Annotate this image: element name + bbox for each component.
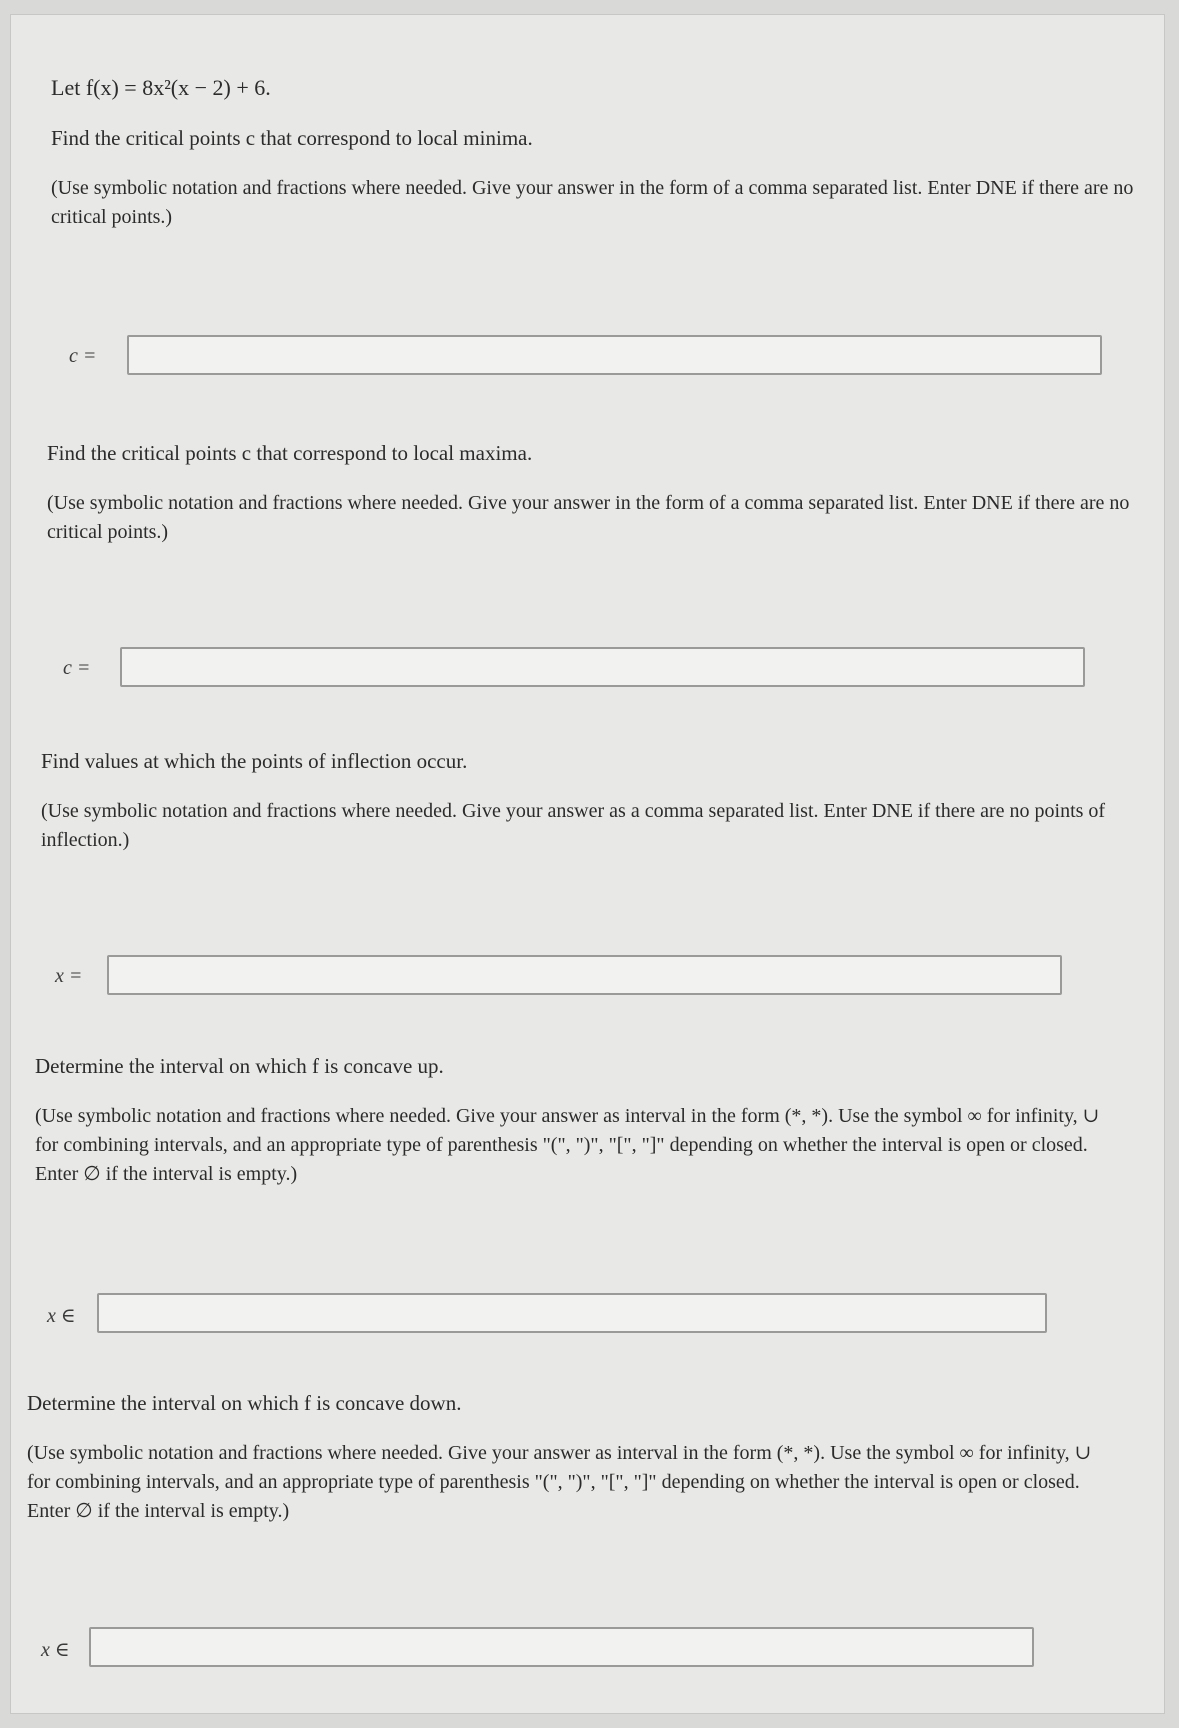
question-instructions: (Use symbolic notation and fractions where needed. Give your answer as a comma separated list. Enter DNE if there are no points of inflection.) — [41, 800, 1106, 852]
question-instructions: (Use symbolic notation and fractions where needed. Give your answer as interval in the form (*, *). Use the symbol ∞ for infinity, ∪ for combining intervals, and an appropriate type of parenthesis "(", ")", "[", "]" depending on whether the interval is open or closed. Enter ∅ if the interval is empty.) — [35, 1105, 1100, 1186]
question-concave-up — [35, 1053, 1125, 1189]
question-instructions: (Use symbolic notation and fractions where needed. Give your answer in the form of a comma separated list. Enter DNE if there are no critical points.) — [47, 492, 1130, 544]
local-minima-input[interactable] — [127, 335, 1102, 375]
inflection-points-input[interactable] — [107, 955, 1062, 995]
concave-down-input[interactable] — [89, 1627, 1034, 1667]
question-instructions: (Use symbolic notation and fractions where needed. Give your answer as interval in the form (*, *). Use the symbol ∞ for infinity, ∪ for combining intervals, and an appropriate type of parenthesis "(", ")", "[", "]" depending on whether the interval is open or closed. Enter ∅ if the interval is empty.) — [27, 1442, 1092, 1523]
answer-row-concave-up — [47, 1293, 1087, 1337]
answer-row-concave-down — [41, 1627, 1081, 1671]
answer-label: c = — [69, 345, 97, 367]
question-inflection-points — [41, 748, 1131, 855]
concave-up-input[interactable] — [97, 1293, 1047, 1333]
answer-label: x ∈ — [41, 1639, 70, 1661]
question-prompt: Find the critical points c that correspond to local maxima. — [47, 441, 533, 465]
function-definition: Let f(x) = 8x²(x − 2) + 6. — [51, 75, 271, 100]
question-prompt: Determine the interval on which f is concave up. — [35, 1054, 444, 1078]
problem-page — [10, 14, 1165, 1714]
answer-row-local-minima — [69, 335, 1109, 379]
question-prompt: Find values at which the points of inflection occur. — [41, 749, 468, 773]
question-prompt: Determine the interval on which f is concave down. — [27, 1391, 462, 1415]
question-local-minima — [51, 125, 1141, 232]
answer-label: x ∈ — [47, 1305, 76, 1327]
local-maxima-input[interactable] — [120, 647, 1085, 687]
answer-label: c = — [63, 657, 91, 679]
question-concave-down — [27, 1390, 1117, 1526]
question-instructions: (Use symbolic notation and fractions where needed. Give your answer in the form of a comma separated list. Enter DNE if there are no critical points.) — [51, 177, 1134, 229]
answer-row-local-maxima — [63, 647, 1103, 691]
question-prompt: Find the critical points c that correspond to local minima. — [51, 126, 533, 150]
answer-label: x = — [55, 965, 83, 987]
question-local-maxima — [47, 440, 1137, 547]
answer-row-inflection-points — [55, 955, 1095, 999]
